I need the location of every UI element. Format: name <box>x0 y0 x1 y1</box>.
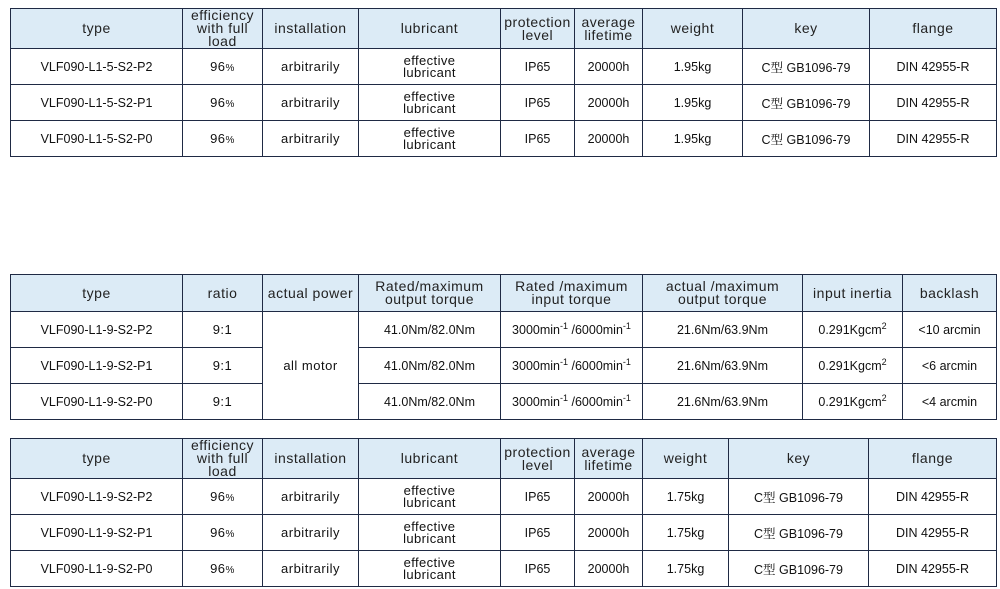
cell-protection: IP65 <box>501 49 575 85</box>
cell-flange: DIN 42955-R <box>869 515 997 551</box>
spec-table-1-general <box>10 8 997 157</box>
header-type: type <box>11 9 183 49</box>
header-row <box>11 275 997 312</box>
lubricant-line1: effective <box>403 518 456 534</box>
table-row <box>11 348 997 384</box>
header-efficiency-line1: efficiency <box>190 8 255 23</box>
efficiency-value: 96 <box>210 561 226 576</box>
cell-ratio: 9:1 <box>183 384 263 420</box>
cell-installation: arbitrarily <box>263 551 359 587</box>
cell-flange: DIN 42955-R <box>869 551 997 587</box>
speed-max: /6000min <box>568 394 623 409</box>
cell-input-speed <box>501 384 643 420</box>
lubricant-line1: effective <box>403 554 456 570</box>
cell-type: VLF090-L1-9-S2-P2 <box>11 479 183 515</box>
inertia-value: 0.291Kgcm <box>818 322 882 337</box>
efficiency-unit: % <box>225 99 235 110</box>
speed-rated: 3000min <box>512 322 560 337</box>
cell-type: VLF090-L1-5-S2-P0 <box>11 121 183 157</box>
table-row <box>11 121 997 157</box>
header-type: type <box>11 275 183 312</box>
cell-backlash: <6 arcmin <box>903 348 997 384</box>
cell-actual-torque: 21.6Nm/63.9Nm <box>643 384 803 420</box>
header-key: key <box>743 9 870 49</box>
cell-actual-power: all motor <box>263 312 359 420</box>
header-actual-output-line1: actual /maximum <box>665 278 780 294</box>
table-row <box>11 479 997 515</box>
efficiency-value: 96 <box>210 131 226 146</box>
cell-type: VLF090-L1-9-S2-P2 <box>11 312 183 348</box>
header-ratio: ratio <box>183 275 263 312</box>
header-input-inertia: input inertia <box>803 275 903 312</box>
header-key: key <box>729 439 869 479</box>
header-protection-line1: protection <box>504 443 571 460</box>
lubricant-line1: effective <box>403 124 456 140</box>
spec-table-2-performance <box>10 274 997 420</box>
speed-rated: 3000min <box>512 358 560 373</box>
table-row <box>11 515 997 551</box>
cell-protection: IP65 <box>501 121 575 157</box>
cell-lifetime: 20000h <box>575 515 643 551</box>
cell-installation: arbitrarily <box>263 515 359 551</box>
header-actual-power: actual power <box>263 275 359 312</box>
cell-installation: arbitrarily <box>263 479 359 515</box>
header-lifetime <box>575 9 643 49</box>
speed-max: /6000min <box>568 322 623 337</box>
cell-efficiency <box>183 49 263 85</box>
cell-inertia <box>803 384 903 420</box>
efficiency-value: 96 <box>210 525 226 540</box>
header-lifetime <box>575 439 643 479</box>
speed-rated-exp: -1 <box>560 392 569 403</box>
cell-input-speed <box>501 312 643 348</box>
cell-weight: 1.75kg <box>643 551 729 587</box>
cell-installation: arbitrarily <box>263 121 359 157</box>
cell-lubricant <box>359 479 501 515</box>
cell-output-torque: 41.0Nm/82.0Nm <box>359 312 501 348</box>
header-lifetime-line1: average <box>581 443 636 460</box>
efficiency-unit: % <box>225 565 235 576</box>
cell-efficiency <box>183 85 263 121</box>
header-efficiency <box>183 439 263 479</box>
cell-input-speed <box>501 348 643 384</box>
lubricant-line2: lubricant <box>403 100 456 116</box>
header-rated-input-torque <box>501 275 643 312</box>
cell-installation: arbitrarily <box>263 49 359 85</box>
header-installation: installation <box>263 439 359 479</box>
cell-weight: 1.75kg <box>643 515 729 551</box>
lubricant-line1: effective <box>403 52 456 68</box>
speed-max-exp: -1 <box>622 320 631 331</box>
cell-key: C型 GB1096-79 <box>729 515 869 551</box>
cell-output-torque: 41.0Nm/82.0Nm <box>359 384 501 420</box>
cell-inertia <box>803 348 903 384</box>
speed-rated-exp: -1 <box>560 320 569 331</box>
cell-flange: DIN 42955-R <box>870 49 997 85</box>
cell-ratio: 9:1 <box>183 348 263 384</box>
cell-protection: IP65 <box>501 85 575 121</box>
header-efficiency-line2: with full load <box>196 20 249 49</box>
cell-key: C型 GB1096-79 <box>729 479 869 515</box>
header-rated-input-line2: input torque <box>531 291 612 307</box>
lubricant-line2: lubricant <box>403 64 456 80</box>
cell-ratio: 9:1 <box>183 312 263 348</box>
header-actual-output-torque <box>643 275 803 312</box>
header-flange: flange <box>869 439 997 479</box>
cell-type: VLF090-L1-5-S2-P1 <box>11 85 183 121</box>
efficiency-value: 96 <box>210 489 226 504</box>
speed-max: /6000min <box>568 358 623 373</box>
inertia-exp: 2 <box>881 392 887 403</box>
lubricant-line1: effective <box>403 88 456 104</box>
header-type: type <box>11 439 183 479</box>
header-efficiency <box>183 9 263 49</box>
header-backlash: backlash <box>903 275 997 312</box>
header-row <box>11 439 997 479</box>
inertia-exp: 2 <box>881 356 887 367</box>
header-lubricant: lubricant <box>359 439 501 479</box>
cell-key: C型 GB1096-79 <box>743 49 870 85</box>
header-efficiency-line1: efficiency <box>190 438 255 453</box>
header-lubricant: lubricant <box>359 9 501 49</box>
efficiency-value: 96 <box>210 95 226 110</box>
cell-backlash: <10 arcmin <box>903 312 997 348</box>
header-protection <box>501 439 575 479</box>
cell-efficiency <box>183 515 263 551</box>
speed-rated-exp: -1 <box>560 356 569 367</box>
table-row <box>11 49 997 85</box>
inertia-value: 0.291Kgcm <box>818 358 882 373</box>
cell-type: VLF090-L1-9-S2-P0 <box>11 551 183 587</box>
lubricant-line2: lubricant <box>403 566 456 582</box>
cell-lubricant <box>359 121 501 157</box>
cell-type: VLF090-L1-5-S2-P2 <box>11 49 183 85</box>
cell-flange: DIN 42955-R <box>869 479 997 515</box>
cell-weight: 1.95kg <box>643 85 743 121</box>
cell-key: C型 GB1096-79 <box>743 121 870 157</box>
efficiency-unit: % <box>225 135 235 146</box>
cell-type: VLF090-L1-9-S2-P1 <box>11 515 183 551</box>
cell-lubricant <box>359 85 501 121</box>
cell-lubricant <box>359 49 501 85</box>
lubricant-line2: lubricant <box>403 530 456 546</box>
header-lifetime-line1: average <box>581 13 636 30</box>
header-protection-line1: protection <box>504 13 571 30</box>
table-row <box>11 384 997 420</box>
cell-flange: DIN 42955-R <box>870 85 997 121</box>
inertia-value: 0.291Kgcm <box>818 394 882 409</box>
efficiency-unit: % <box>225 493 235 504</box>
cell-inertia <box>803 312 903 348</box>
lubricant-line2: lubricant <box>403 494 456 510</box>
cell-protection: IP65 <box>501 551 575 587</box>
cell-type: VLF090-L1-9-S2-P0 <box>11 384 183 420</box>
lubricant-line2: lubricant <box>403 136 456 152</box>
cell-protection: IP65 <box>501 479 575 515</box>
speed-max-exp: -1 <box>622 392 631 403</box>
header-lifetime-line2: lifetime <box>584 26 633 43</box>
table-row <box>11 312 997 348</box>
cell-protection: IP65 <box>501 515 575 551</box>
cell-type: VLF090-L1-9-S2-P1 <box>11 348 183 384</box>
cell-lifetime: 20000h <box>575 85 643 121</box>
header-rated-output-line2: output torque <box>384 291 474 307</box>
efficiency-unit: % <box>225 63 235 74</box>
cell-efficiency <box>183 479 263 515</box>
cell-weight: 1.95kg <box>643 121 743 157</box>
cell-lifetime: 20000h <box>575 479 643 515</box>
cell-flange: DIN 42955-R <box>870 121 997 157</box>
cell-lubricant <box>359 551 501 587</box>
cell-actual-torque: 21.6Nm/63.9Nm <box>643 312 803 348</box>
cell-key: C型 GB1096-79 <box>729 551 869 587</box>
cell-efficiency <box>183 121 263 157</box>
header-rated-output-line1: Rated/maximum <box>375 278 484 294</box>
table-row <box>11 551 997 587</box>
cell-output-torque: 41.0Nm/82.0Nm <box>359 348 501 384</box>
header-installation: installation <box>263 9 359 49</box>
cell-efficiency <box>183 551 263 587</box>
table-row <box>11 85 997 121</box>
cell-lifetime: 20000h <box>575 551 643 587</box>
cell-weight: 1.75kg <box>643 479 729 515</box>
header-protection-line2: level <box>521 26 554 43</box>
speed-rated: 3000min <box>512 394 560 409</box>
speed-max-exp: -1 <box>622 356 631 367</box>
header-rated-output-torque <box>359 275 501 312</box>
header-efficiency-line2: with full load <box>196 450 249 479</box>
cell-installation: arbitrarily <box>263 85 359 121</box>
cell-weight: 1.95kg <box>643 49 743 85</box>
spec-table-3-general <box>10 438 997 587</box>
lubricant-line1: effective <box>403 482 456 498</box>
header-rated-input-line1: Rated /maximum <box>515 278 628 294</box>
cell-lifetime: 20000h <box>575 49 643 85</box>
header-weight: weight <box>643 9 743 49</box>
header-flange: flange <box>870 9 997 49</box>
header-actual-output-line2: output torque <box>677 291 767 307</box>
header-protection <box>501 9 575 49</box>
header-lifetime-line2: lifetime <box>584 456 633 473</box>
header-row <box>11 9 997 49</box>
cell-backlash: <4 arcmin <box>903 384 997 420</box>
cell-key: C型 GB1096-79 <box>743 85 870 121</box>
cell-lifetime: 20000h <box>575 121 643 157</box>
cell-actual-torque: 21.6Nm/63.9Nm <box>643 348 803 384</box>
header-protection-line2: level <box>521 456 554 473</box>
cell-lubricant <box>359 515 501 551</box>
inertia-exp: 2 <box>881 320 887 331</box>
efficiency-unit: % <box>225 529 235 540</box>
header-weight: weight <box>643 439 729 479</box>
efficiency-value: 96 <box>210 59 226 74</box>
